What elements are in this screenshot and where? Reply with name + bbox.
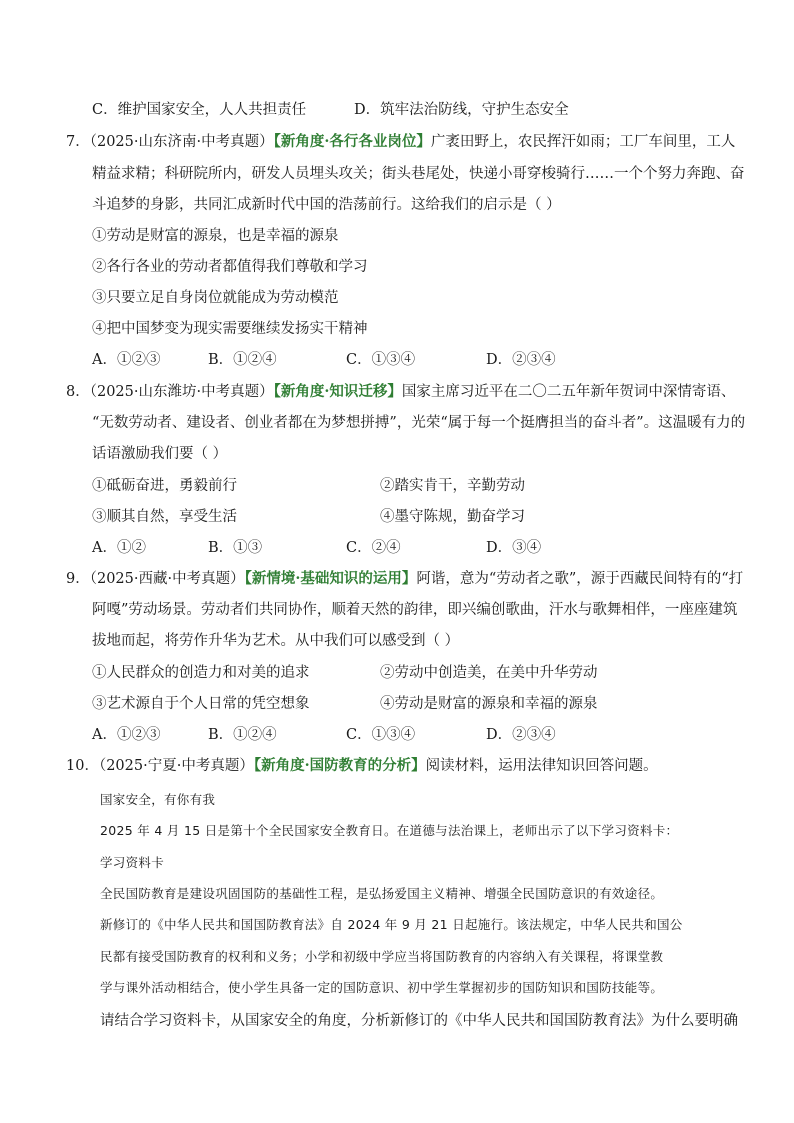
q9-choice-c: C．①③④ <box>346 727 416 743</box>
q10-question: 请结合学习资料卡，从国家安全的角度，分析新修订的《中华人民共和国国防教育法》为什么要明确 <box>100 1013 738 1029</box>
q7-choice-b: B．①②④ <box>208 352 277 368</box>
question-source: （2025·山东潍坊·中考真题） <box>89 384 274 400</box>
q9-choice-a: A．①②③ <box>92 727 161 743</box>
material-line-1: 2025 年 4 月 15 日是第十个全民国家安全教育日。在道德与法治课上，老师出示了以下学习资料卡： <box>100 823 679 838</box>
q9-stem-line-2: 阿嘎”劳动场景。劳动者们共同协作，顺着天然的韵律，即兴编创歌曲，汗水与歌舞相伴，一座座建筑 <box>92 602 738 618</box>
card-line-4: 学与课外活动相结合，使小学生具备一定的国防意识、初中学生掌握初步的国防知识和国防技能等。 <box>100 980 664 995</box>
question-number: 7． <box>66 134 90 150</box>
q7-stem-line-3: 斗追梦的身影，共同汇成新时代中国的浩荡前行。这给我们的启示是（ ） <box>92 197 561 213</box>
q8-choice-d: D．③④ <box>486 540 542 556</box>
question-tag: 【新角度·各行各业岗位】 <box>273 133 431 150</box>
question-source: （2025·山东济南·中考真题） <box>89 134 274 150</box>
question-number: 10． <box>66 758 99 774</box>
question-stem: 国家主席习近平在二〇二五年新年贺词中深情寄语、 <box>401 384 736 400</box>
q7-choice-d: D．②③④ <box>486 352 556 368</box>
question-stem: 广袤田野上，农民挥汗如雨；工厂车间里，工人 <box>430 134 736 150</box>
question-source: （2025·宁夏·中考真题） <box>98 758 254 774</box>
q8-statement-4: ④墨守陈规，勤奋学习 <box>380 509 525 525</box>
question-number: 8． <box>66 384 90 400</box>
q8-stem-line-2: “无数劳动者、建设者、创业者都在为梦想拼搏”，光荣“属于每一个挺膺担当的奋斗者”。这温暖有力的 <box>92 415 746 431</box>
question-source: （2025·西藏·中考真题） <box>89 571 245 587</box>
material-title: 国家安全，有你有我 <box>100 792 216 807</box>
q8-statement-1: ①砥砺奋进，勇毅前行 <box>92 478 237 494</box>
question-tag: 【新角度·国防教育的分析】 <box>253 757 426 774</box>
q8-statement-2: ②踏实肯干，辛勤劳动 <box>380 478 525 494</box>
q9-stem-line-1 <box>66 569 743 589</box>
q7-choice-a: A．①②③ <box>92 352 161 368</box>
q8-stem-line-1 <box>66 382 735 402</box>
card-line-2: 新修订的《中华人民共和国国防教育法》自 2024 年 9 月 21 日起施行。该法规定，中华人民共和国公 <box>100 917 683 932</box>
q9-choice-d: D．②③④ <box>486 727 556 743</box>
question-tag: 【新情境·基础知识的运用】 <box>244 570 417 587</box>
q9-statement-1: ①人民群众的创造力和对美的追求 <box>92 665 310 681</box>
q9-stem-line-3: 拔地而起，将劳作升华为艺术。从中我们可以感受到（ ） <box>92 633 460 649</box>
q9-choice-b: B．①②④ <box>208 727 277 743</box>
question-stem: 阿谐，意为“劳动者之歌”，源于西藏民间特有的“打 <box>416 571 744 587</box>
card-line-3: 民都有接受国防教育的权利和义务；小学和初级中学应当将国防教育的内容纳入有关课程，将课堂教 <box>100 949 664 964</box>
question-stem: 阅读材料，运用法律知识回答问题。 <box>425 758 658 774</box>
q9-statement-4: ④劳动是财富的源泉和幸福的源泉 <box>380 696 598 712</box>
q7-statement-3: ③只要立足自身岗位就能成为劳动模范 <box>92 290 339 306</box>
q7-statement-2: ②各行各业的劳动者都值得我们尊敬和学习 <box>92 259 368 275</box>
q7-stem-line-1 <box>66 132 735 152</box>
q8-choice-b: B．①③ <box>208 540 263 556</box>
question-tag: 【新角度·知识迁移】 <box>273 383 402 400</box>
q6-option-c: C．维护国家安全，人人共担责任 <box>92 102 307 118</box>
q8-statement-3: ③顺其自然，享受生活 <box>92 509 237 525</box>
card-title: 学习资料卡 <box>100 855 165 870</box>
card-line-1: 全民国防教育是建设巩固国防的基础性工程，是弘扬爱国主义精神、增强全民国防意识的有效途径。 <box>100 886 664 901</box>
question-number: 9． <box>66 571 90 587</box>
q8-choice-c: C．②④ <box>346 540 401 556</box>
q7-choice-c: C．①③④ <box>346 352 416 368</box>
q8-stem-line-3: 话语激励我们要（ ） <box>92 446 228 462</box>
q9-statement-2: ②劳动中创造美，在美中升华劳动 <box>380 665 598 681</box>
q7-stem-line-2: 精益求精；科研院所内，研发人员埋头攻关；街头巷尾处，快递小哥穿梭骑行……一个个努力奔跑、奋 <box>92 166 745 182</box>
q7-statement-4: ④把中国梦变为现实需要继续发扬实干精神 <box>92 321 368 337</box>
q7-statement-1: ①劳动是财富的源泉，也是幸福的源泉 <box>92 228 339 244</box>
q9-statement-3: ③艺术源自于个人日常的凭空想象 <box>92 696 310 712</box>
q8-choice-a: A．①② <box>92 540 146 556</box>
q10-stem-line-1 <box>66 756 658 776</box>
q6-option-d: D．筑牢法治防线，守护生态安全 <box>354 102 569 118</box>
